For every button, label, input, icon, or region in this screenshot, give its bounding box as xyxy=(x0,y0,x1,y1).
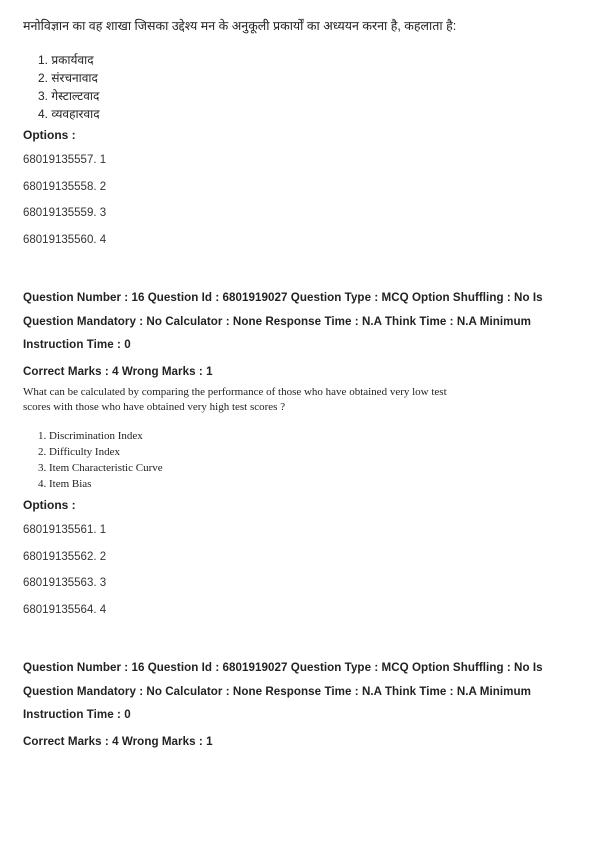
choice-1: 1. प्रकार्यवाद xyxy=(38,53,94,67)
option-id: 68019135563. 3 xyxy=(23,577,107,589)
option-id: 68019135561. 1 xyxy=(23,524,107,536)
options-label: Options : xyxy=(23,498,76,512)
choice-1: 1. Discrimination Index xyxy=(38,430,143,442)
marks-line: Correct Marks : 4 Wrong Marks : 1 xyxy=(23,735,213,748)
choice-3: 3. Item Characteristic Curve xyxy=(38,462,163,474)
choice-3: 3. गेस्टाल्टवाद xyxy=(38,89,100,103)
marks-line: Correct Marks : 4 Wrong Marks : 1 xyxy=(23,365,213,378)
choice-4: 4. व्यवहारवाद xyxy=(38,107,100,121)
option-id: 68019135560. 4 xyxy=(23,234,107,246)
question-text-hindi: मनोविज्ञान का वह शाखा जिसका उद्देश्य मन के अनुकूली प्रकार्यों का अध्ययन करना है, कहलाता है: xyxy=(23,19,457,33)
question-meta-line: Instruction Time : 0 xyxy=(23,708,131,721)
question-meta-line: Question Mandatory : No Calculator : None Response Time : N.A Think Time : N.A Minimum xyxy=(23,685,532,698)
options-label: Options : xyxy=(23,128,76,142)
question-meta-line: Question Number : 16 Question Id : 6801919027 Question Type : MCQ Option Shuffling : No Is xyxy=(23,291,543,304)
option-id: 68019135559. 3 xyxy=(23,207,107,219)
option-id: 68019135557. 1 xyxy=(23,154,107,166)
question-meta-line: Question Number : 16 Question Id : 6801919027 Question Type : MCQ Option Shuffling : No Is xyxy=(23,661,543,674)
option-id: 68019135564. 4 xyxy=(23,604,107,616)
question-meta-line: Instruction Time : 0 xyxy=(23,338,131,351)
question-text-line: scores with those who have obtained very high test scores ? xyxy=(23,401,286,413)
option-id: 68019135558. 2 xyxy=(23,181,107,193)
question-meta-line: Question Mandatory : No Calculator : None Response Time : N.A Think Time : N.A Minimum xyxy=(23,315,532,328)
choice-4: 4. Item Bias xyxy=(38,478,92,490)
option-id: 68019135562. 2 xyxy=(23,551,107,563)
choice-2: 2. Difficulty Index xyxy=(38,446,120,458)
choice-2: 2. संरचनावाद xyxy=(38,71,98,85)
question-text-line: What can be calculated by comparing the performance of those who have obtained very low test xyxy=(23,386,447,398)
